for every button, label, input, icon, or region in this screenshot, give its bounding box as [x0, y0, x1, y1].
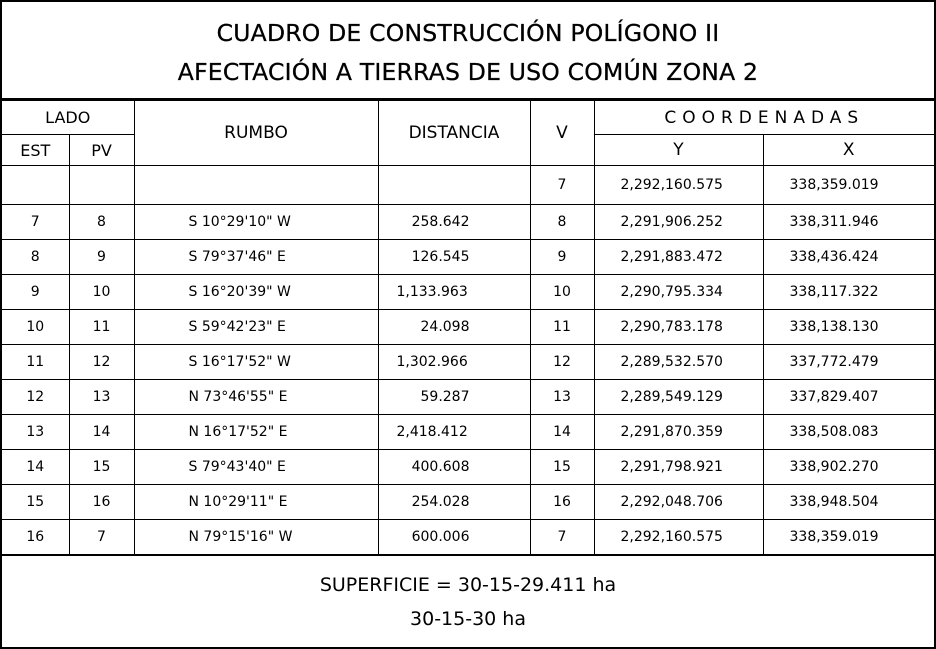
cell-v: 9 [530, 240, 594, 275]
cell-rumbo: S 16°20'39" W [134, 275, 378, 310]
table-row-initial [2, 166, 934, 205]
cell-y: 2,292,160.575 [594, 520, 763, 555]
table-row [2, 520, 934, 555]
cell-v: 7 [530, 166, 594, 205]
cell-pv: 10 [69, 275, 134, 310]
cell-x: 338,117.322 [763, 275, 934, 310]
cell-distancia: 24.098 [378, 310, 530, 345]
cell-y: 2,289,532.570 [594, 345, 763, 380]
header-x: X [763, 135, 934, 166]
cell-x: 338,948.504 [763, 485, 934, 520]
cell-x: 338,508.083 [763, 415, 934, 450]
cell-rumbo: S 16°17'52" W [134, 345, 378, 380]
table-row [2, 450, 934, 485]
cell-pv: 9 [69, 240, 134, 275]
cell-v: 13 [530, 380, 594, 415]
superficie-text: SUPERFICIE = 30-15-29.411 ha [319, 574, 617, 596]
cell-x: 338,311.946 [763, 205, 934, 240]
cell-distancia: 59.287 [378, 380, 530, 415]
cell-rumbo [134, 166, 378, 205]
header-y: Y [594, 135, 763, 166]
surface-footer [2, 558, 934, 647]
cell-y: 2,289,549.129 [594, 380, 763, 415]
cell-x: 338,436.424 [763, 240, 934, 275]
table-row [2, 310, 934, 345]
cell-distancia: 400.608 [378, 450, 530, 485]
title-line-2: AFECTACIÓN A TIERRAS DE USO COMÚN ZONA 2 [177, 58, 759, 86]
table-row [2, 240, 934, 275]
cell-y: 2,292,048.706 [594, 485, 763, 520]
header-distancia: DISTANCIA [378, 101, 530, 166]
header-rumbo: RUMBO [134, 101, 378, 166]
cell-pv: 11 [69, 310, 134, 345]
cell-x: 338,138.130 [763, 310, 934, 345]
cell-est: 8 [2, 240, 69, 275]
cell-pv: 15 [69, 450, 134, 485]
header-v: V [530, 101, 594, 166]
table-row [2, 415, 934, 450]
cell-x: 338,359.019 [763, 520, 934, 555]
cell-v: 15 [530, 450, 594, 485]
header-pv: PV [69, 135, 134, 166]
superficie-rounded-text: 30-15-30 ha [410, 608, 526, 630]
cell-v: 16 [530, 485, 594, 520]
cell-y: 2,291,906.252 [594, 205, 763, 240]
cell-rumbo: N 79°15'16" W [134, 520, 378, 555]
cell-y: 2,291,870.359 [594, 415, 763, 450]
table-row [2, 485, 934, 520]
cell-distancia: 258.642 [378, 205, 530, 240]
cell-v: 8 [530, 205, 594, 240]
cell-rumbo: S 10°29'10" W [134, 205, 378, 240]
cell-pv [69, 166, 134, 205]
cell-est: 15 [2, 485, 69, 520]
header-coordenadas: COORDENADAS [594, 101, 934, 135]
cell-pv: 13 [69, 380, 134, 415]
cell-y: 2,291,883.472 [594, 240, 763, 275]
cell-rumbo: N 16°17'52" E [134, 415, 378, 450]
cell-pv: 12 [69, 345, 134, 380]
cell-y: 2,292,160.575 [594, 166, 763, 205]
cell-v: 14 [530, 415, 594, 450]
table-row [2, 380, 934, 415]
cell-est: 10 [2, 310, 69, 345]
table-row [2, 275, 934, 310]
cell-distancia: 600.006 [378, 520, 530, 555]
cell-distancia: 2,418.412 [378, 415, 530, 450]
cell-v: 11 [530, 310, 594, 345]
cell-rumbo: N 73°46'55" E [134, 380, 378, 415]
construction-table [2, 100, 934, 556]
cell-distancia: 126.545 [378, 240, 530, 275]
cell-est: 7 [2, 205, 69, 240]
cell-v: 10 [530, 275, 594, 310]
cell-rumbo: N 10°29'11" E [134, 485, 378, 520]
cell-y: 2,290,783.178 [594, 310, 763, 345]
cell-est: 14 [2, 450, 69, 485]
cell-distancia: 1,133.963 [378, 275, 530, 310]
cell-rumbo: S 79°43'40" E [134, 450, 378, 485]
cell-est: 11 [2, 345, 69, 380]
header-est: EST [2, 135, 69, 166]
cell-x: 337,829.407 [763, 380, 934, 415]
cell-est: 9 [2, 275, 69, 310]
cell-rumbo: S 79°37'46" E [134, 240, 378, 275]
title-line-1: CUADRO DE CONSTRUCCIÓN POLÍGONO II [216, 19, 720, 47]
cell-pv: 7 [69, 520, 134, 555]
cell-rumbo: S 59°42'23" E [134, 310, 378, 345]
cell-est: 13 [2, 415, 69, 450]
cell-distancia [378, 166, 530, 205]
cell-est: 16 [2, 520, 69, 555]
cell-v: 7 [530, 520, 594, 555]
cell-pv: 14 [69, 415, 134, 450]
cell-est: 12 [2, 380, 69, 415]
cell-est [2, 166, 69, 205]
cell-y: 2,291,798.921 [594, 450, 763, 485]
cell-x: 338,359.019 [763, 166, 934, 205]
header-lado: LADO [2, 101, 134, 135]
cell-distancia: 1,302.966 [378, 345, 530, 380]
cell-pv: 16 [69, 485, 134, 520]
title-block [2, 2, 934, 100]
cell-x: 337,772.479 [763, 345, 934, 380]
table-row [2, 345, 934, 380]
cell-x: 338,902.270 [763, 450, 934, 485]
cell-y: 2,290,795.334 [594, 275, 763, 310]
table-row [2, 205, 934, 240]
cell-pv: 8 [69, 205, 134, 240]
cell-distancia: 254.028 [378, 485, 530, 520]
cell-v: 12 [530, 345, 594, 380]
